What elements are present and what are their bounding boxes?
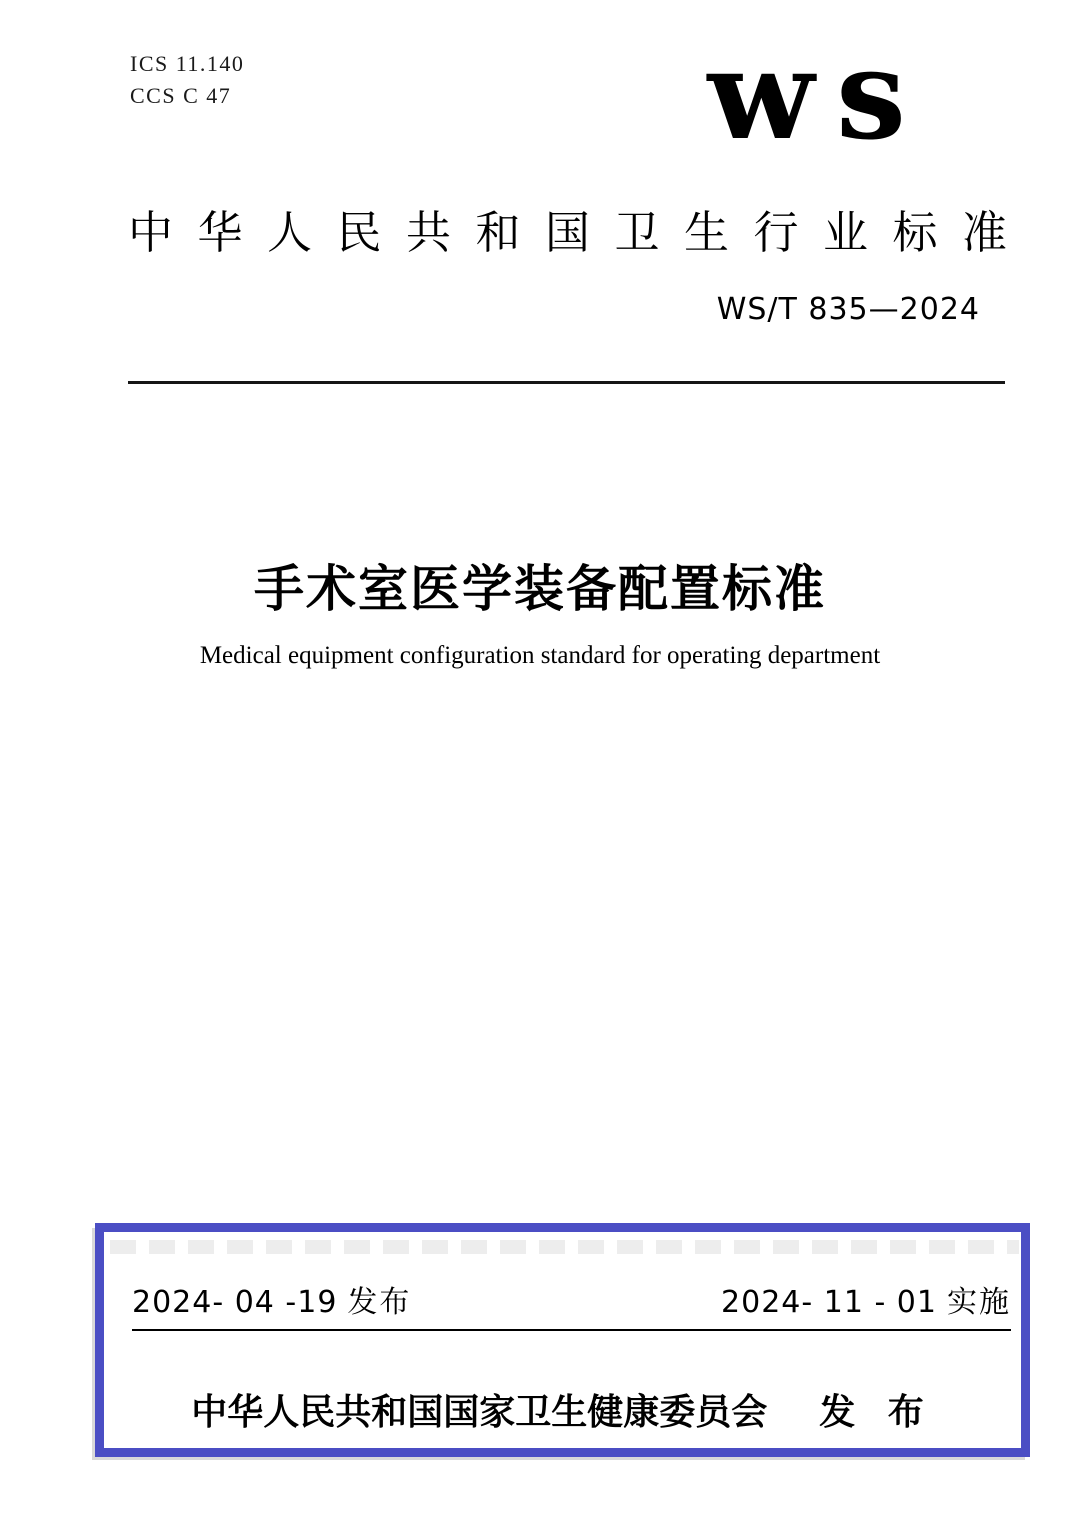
implement-date: 2024- 11 - 01 <box>721 1285 937 1320</box>
implement-label: 实施 <box>947 1285 1011 1320</box>
ws-logo: ws <box>707 23 928 168</box>
classification-codes <box>130 48 244 112</box>
ics-code: ICS 11.140 <box>130 51 245 76</box>
publication-box <box>95 1223 1030 1457</box>
dates-row <box>132 1286 1011 1331</box>
publisher-row <box>104 1384 1021 1435</box>
issuer-name: 中华人民共和国国家卫生健康委员会 <box>191 1392 768 1433</box>
horizontal-rule <box>128 381 1005 384</box>
issue-label: 发 布 <box>819 1392 934 1433</box>
standard-heading: 中华人民共和国卫生行业标准 <box>128 206 1007 259</box>
faint-watermark-strip <box>110 1240 1019 1254</box>
title-english: Medical equipment configuration standard for operating department <box>199 642 881 669</box>
publish-date: 2024- 04 -19 <box>132 1285 338 1320</box>
ccs-code: CCS C 47 <box>130 83 232 108</box>
title-chinese: 手术室医学装备配置标准 <box>254 560 826 618</box>
implement-date-group <box>721 1286 1011 1320</box>
publish-date-group <box>132 1286 411 1320</box>
document-number: WS/T 835—2024 <box>716 292 980 327</box>
publish-label: 发布 <box>347 1285 412 1320</box>
